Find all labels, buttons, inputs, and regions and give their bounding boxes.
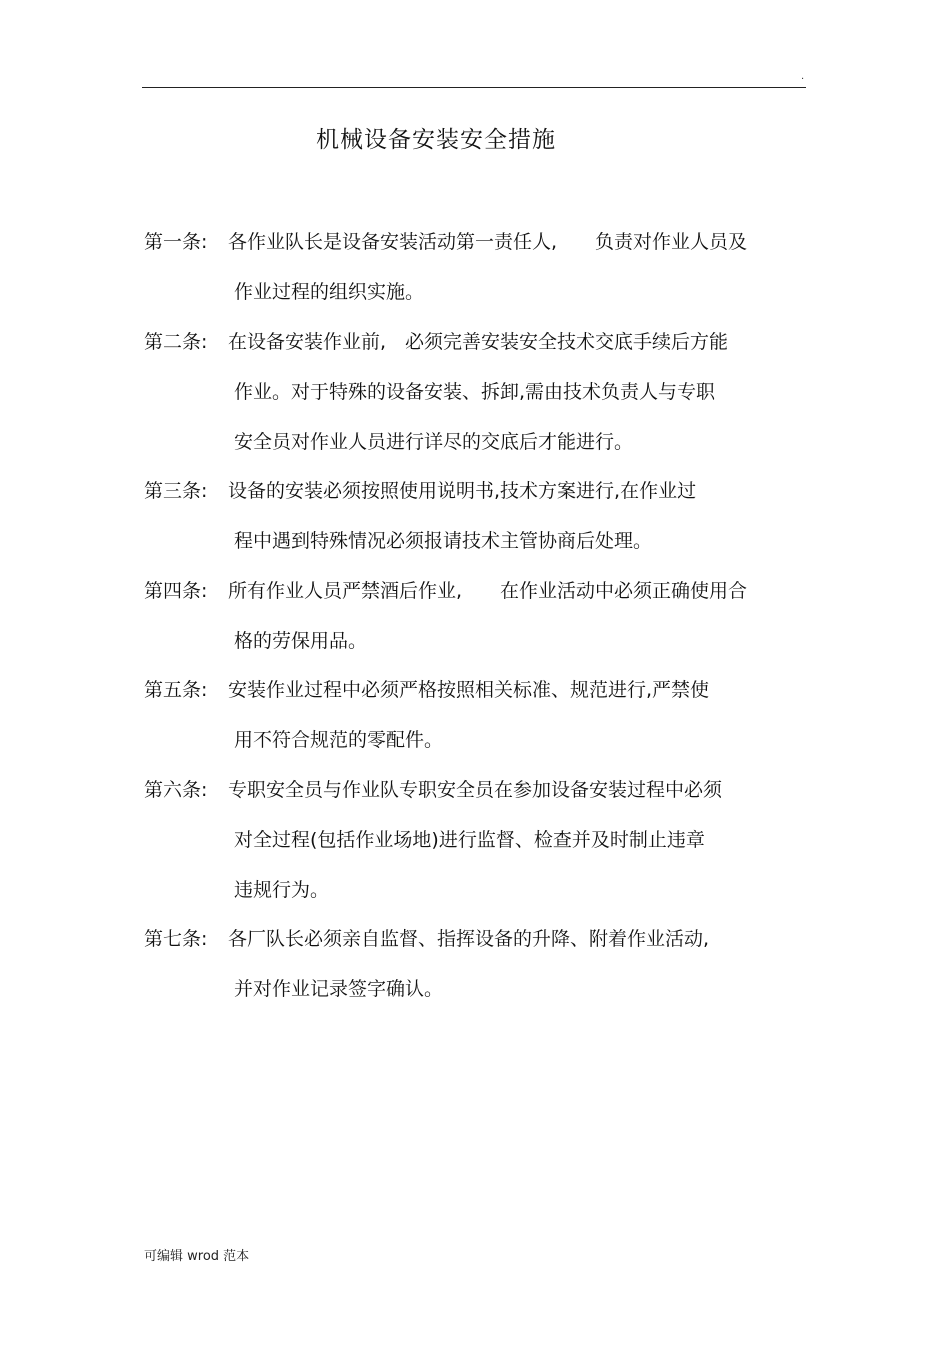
article-text: 安装作业过程中必须严格按照相关标准、规范进行,严禁使	[228, 679, 710, 701]
article-line	[144, 873, 804, 923]
article-label: 第四条:	[144, 580, 208, 602]
article-label: 第七条:	[144, 928, 208, 950]
article-line	[144, 474, 804, 524]
article-line	[144, 723, 804, 773]
article-text: 在设备安装作业前, 必须完善安装安全技术交底手续后方能	[228, 331, 729, 353]
article-text: 各厂队长必须亲自监督、指挥设备的升降、附着作业活动,	[228, 928, 710, 950]
article-label: 第五条:	[144, 679, 208, 701]
header-dot: .	[801, 71, 805, 82]
article-text: 各作业队长是设备安装活动第一责任人, 负责对作业人员及	[228, 231, 748, 253]
article-line	[144, 325, 804, 375]
article-line	[144, 673, 804, 723]
article-line	[144, 922, 804, 972]
article-label: 第一条:	[144, 231, 208, 253]
article-7	[144, 922, 804, 1022]
article-line	[144, 624, 804, 674]
article-line	[144, 823, 804, 873]
article-label: 第三条:	[144, 480, 208, 502]
article-1	[144, 225, 804, 325]
article-label: 第二条:	[144, 331, 208, 353]
article-text: 对全过程(包括作业场地)进行监督、检查并及时制止违章	[234, 829, 705, 851]
article-line	[144, 773, 804, 823]
article-line	[144, 375, 804, 425]
article-2	[144, 325, 804, 475]
article-text: 用不符合规范的零配件。	[234, 729, 444, 751]
article-3	[144, 474, 804, 574]
article-text: 程中遇到特殊情况必须报请技术主管协商后处理。	[234, 530, 653, 552]
article-label: 第六条:	[144, 779, 208, 801]
article-5	[144, 673, 804, 773]
article-line	[144, 524, 804, 574]
article-text: 作业。对于特殊的设备安装、拆卸,需由技术负责人与专职	[234, 381, 716, 403]
article-text: 专职安全员与作业队专职安全员在参加设备安装过程中必须	[228, 779, 723, 801]
article-6	[144, 773, 804, 923]
header-rule	[142, 87, 806, 88]
article-text: 所有作业人员严禁酒后作业, 在作业活动中必须正确使用合	[228, 580, 748, 602]
article-text: 违规行为。	[234, 879, 330, 901]
article-line	[144, 425, 804, 475]
article-line	[144, 574, 804, 624]
article-line	[144, 275, 804, 325]
footer-note: 可编辑 wrod 范本	[144, 1249, 250, 1264]
article-line	[144, 972, 804, 1022]
article-4	[144, 574, 804, 674]
article-line	[144, 225, 804, 275]
document-title: 机械设备安装安全措施	[316, 127, 556, 153]
article-text: 并对作业记录签字确认。	[234, 978, 444, 1000]
article-text: 作业过程的组织实施。	[234, 281, 425, 303]
article-text: 设备的安装必须按照使用说明书,技术方案进行,在作业过	[228, 480, 697, 502]
article-text: 格的劳保用品。	[234, 630, 368, 652]
article-text: 安全员对作业人员进行详尽的交底后才能进行。	[234, 431, 634, 453]
